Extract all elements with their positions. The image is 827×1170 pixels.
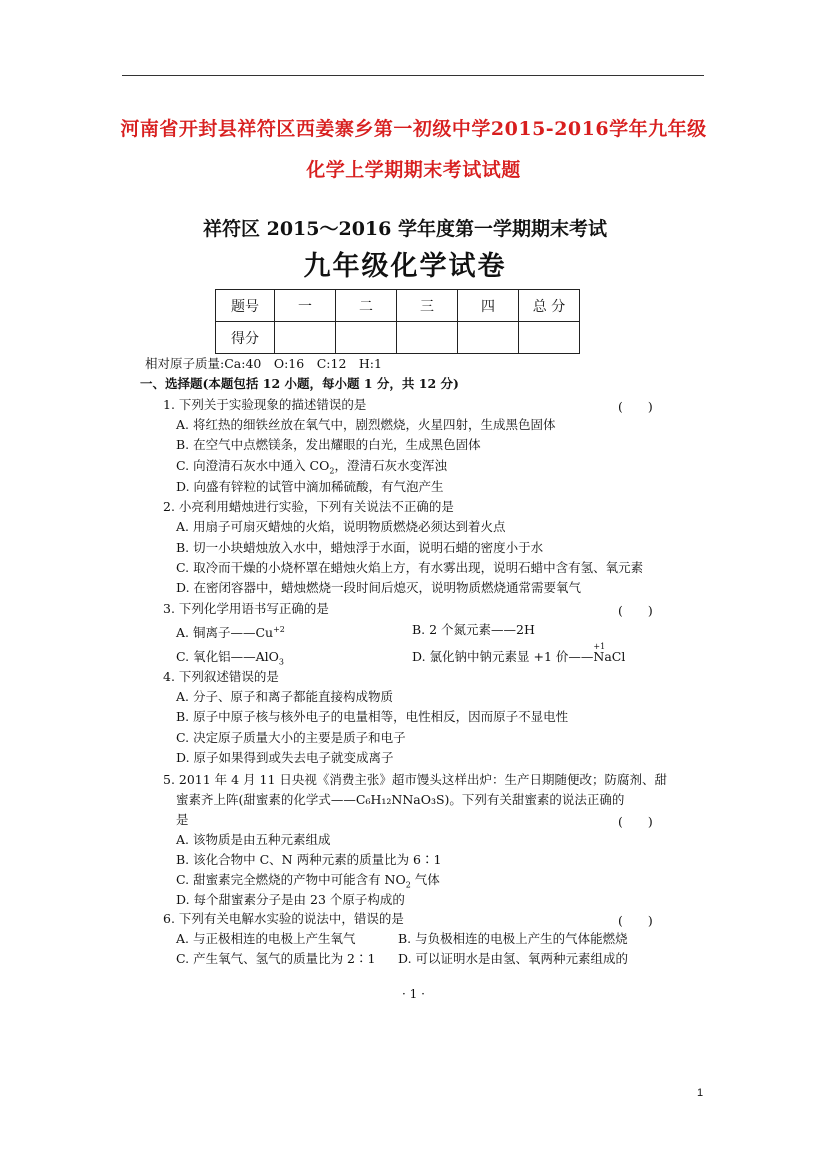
document-title-line-1: 河南省开封县祥符区西姜寨乡第一初级中学2015-2016学年九年级 [120,118,707,140]
q6-stem: 6. 下列有关电解水实验的说法中，错误的是 [163,911,404,926]
answer-paren: ( ) [618,603,653,618]
score-cell: 题号 [216,290,275,322]
scanned-exam-page [140,200,670,1000]
document-title-line-2: 化学上学期期末考试试题 [306,159,521,181]
score-cell: 总 分 [519,290,580,322]
q6-option-c: C. 产生氧气、氢气的质量比为 2∶1 [176,951,376,966]
answer-paren: ( ) [618,913,653,928]
scan-page-mark: · 1 · [402,987,425,1001]
q1-option-d: D. 向盛有锌粒的试管中滴加稀硫酸，有气泡产生 [176,479,444,494]
q6-option-a: A. 与正极相连的电极上产生氧气 [176,931,356,946]
exam-header-subject: 九年级化学试卷 [303,251,507,282]
score-row-label: 得分 [216,322,275,354]
q3-option-d: D. 氯化钠中钠元素显 +1 价—— +1 NaCl [412,642,626,664]
score-blank [275,322,336,354]
q6-option-d: D. 可以证明水是由氢、氧两种元素组成的 [398,951,629,966]
q3-option-b: B. 2 个氮元素——2H [412,622,535,637]
q2-option-c: C. 取冷而干燥的小烧杯罩在蜡烛火焰上方，有水雾出现，说明石蜡中含有氢、氧元素 [176,560,644,575]
score-table-score-row [216,322,580,354]
q1-option-c: C. 向澄清石灰水中通入 $CO_2$，澄清石灰水变浑浊 [176,458,447,476]
q2-stem: 2. 小亮利用蜡烛进行实验，下列有关说法不正确的是 [163,499,454,514]
q3-option-a: A. 铜离子$——Cu^{+2}$ [176,625,285,641]
score-cell: 四 [458,290,519,322]
score-blank [336,322,397,354]
q5-stem-line-3: 是 [176,812,189,827]
answer-paren: ( ) [618,814,653,829]
q3-option-c: C. 氧化铝——AlO$_3$ [176,649,284,667]
atomic-mass-line: 相对原子质量:Ca:40 O:16 C:12 H:1 [145,356,382,371]
q4-option-d: D. 原子如果得到或失去电子就变成离子 [176,750,394,765]
q2-option-a: A. 用扇子可扇灭蜡烛的火焰，说明物质燃烧必须达到着火点 [176,519,506,534]
footer-page-number: 1 [697,1087,704,1099]
q5-option-d: D. 每个甜蜜素分子是由 23 个原子构成的 [176,892,405,907]
q5-option-b: B. 该化合物中 C、N 两种元素的质量比为 6∶1 [176,852,442,867]
exam-header-term: 祥符区 2015～2016 学年度第一学期期末考试 [203,218,607,240]
q4-option-b: B. 原子中原子核与核外电子的电量相等，电性相反，因而原子不显电性 [176,709,569,724]
q5-stem-line-2: 蜜素齐上阵(甜蜜素的化学式——C₆H₁₂NNaO₃S)。下列有关甜蜜素的说法正确的 [176,792,625,807]
q4-option-c: C. 决定原子质量大小的主要是质子和电子 [176,730,406,745]
q1-option-b: B. 在空气中点燃镁条，发出耀眼的白光，生成黑色固体 [176,437,481,452]
score-blank [397,322,458,354]
score-table [215,289,580,354]
score-blank [458,322,519,354]
answer-paren: ( ) [618,399,653,414]
q4-stem: 4. 下列叙述错误的是 [163,669,279,684]
header-rule [122,75,704,76]
q2-option-d: D. 在密闭容器中，蜡烛燃烧一段时间后熄灭，说明物质燃烧通常需要氧气 [176,580,582,595]
score-cell: 三 [397,290,458,322]
score-cell: 一 [275,290,336,322]
q2-option-b: B. 切一小块蜡烛放入水中，蜡烛浮于水面，说明石蜡的密度小于水 [176,540,544,555]
q4-option-a: A. 分子、原子和离子都能直接构成物质 [176,689,393,704]
q5-stem-line-1: 5. 2011 年 4 月 11 日央视《消费主张》超市馒头这样出炉：生产日期随便改；防腐剂、甜 [163,772,667,787]
q1-option-a: A. 将红热的细铁丝放在氧气中，剧烈燃烧，火星四射，生成黑色固体 [176,417,556,432]
q1-stem: 1. 下列关于实验现象的描述错误的是 [163,397,367,412]
q5-option-c: C. 甜蜜素完全燃烧的产物中可能含有 $NO_2$ 气体 [176,872,440,890]
section-1-heading: 一、选择题(本题包括 12 小题，每小题 1 分，共 12 分) [140,376,459,391]
score-cell: 二 [336,290,397,322]
score-blank [519,322,580,354]
q5-option-a: A. 该物质是由五种元素组成 [176,832,331,847]
q3-stem: 3. 下列化学用语书写正确的是 [163,601,329,616]
score-table-header-row [216,290,580,322]
q6-option-b: B. 与负极相连的电极上产生的气体能燃烧 [398,931,628,946]
